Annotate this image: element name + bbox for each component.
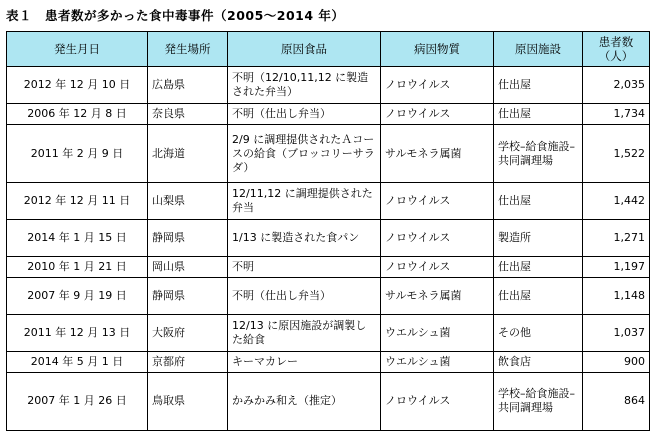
table-row [7,372,650,430]
cell-agent: ノロウイルス [381,103,494,124]
cell-facility: 仕出屋 [494,277,583,314]
cell-food: 12/11,12 に調理提供された弁当 [228,183,381,220]
cell-date: 2014 年 1 月 15 日 [7,219,148,256]
cell-agent: ノロウイルス [381,256,494,277]
cell-place: 奈良県 [148,103,228,124]
cell-count: 1,522 [583,125,650,183]
cell-count: 1,037 [583,314,650,351]
cell-food: かみかみ和え（推定） [228,372,381,430]
cell-place: 大阪府 [148,314,228,351]
cell-date: 2011 年 2 月 9 日 [7,125,148,183]
cell-count: 1,271 [583,219,650,256]
cell-facility: 仕出屋 [494,256,583,277]
cell-agent: ノロウイルス [381,219,494,256]
cell-agent: ノロウイルス [381,67,494,104]
cell-count: 1,148 [583,277,650,314]
header-row [7,32,650,67]
cell-place: 静岡県 [148,277,228,314]
cell-date: 2007 年 9 月 19 日 [7,277,148,314]
cell-count: 2,035 [583,67,650,104]
col-header-food: 原因食品 [228,32,381,67]
cell-facility: 飲食店 [494,351,583,372]
cell-date: 2007 年 1 月 26 日 [7,372,148,430]
cell-place: 北海道 [148,125,228,183]
cell-date: 2010 年 1 月 21 日 [7,256,148,277]
cell-food: 不明（12/10,11,12 に製造された弁当） [228,67,381,104]
cell-count: 1,197 [583,256,650,277]
col-header-place: 発生場所 [148,32,228,67]
table-row [7,256,650,277]
cell-date: 2012 年 12 月 10 日 [7,67,148,104]
cell-agent: サルモネラ属菌 [381,277,494,314]
cell-food: 1/13 に製造された食パン [228,219,381,256]
col-header-date: 発生月日 [7,32,148,67]
outbreak-table [6,31,650,431]
table-row [7,67,650,104]
cell-food: 12/13 に原因施設が調製した給食 [228,314,381,351]
table-row [7,314,650,351]
cell-date: 2014 年 5 月 1 日 [7,351,148,372]
cell-place: 山梨県 [148,183,228,220]
table-caption: 表１ 患者数が多かった食中毒事件（2005～2014 年） [6,8,345,23]
cell-facility: 学校–給食施設–共同調理場 [494,125,583,183]
cell-agent: ノロウイルス [381,183,494,220]
cell-count: 1,442 [583,183,650,220]
cell-food: 不明（仕出し弁当） [228,103,381,124]
cell-food: 不明（仕出し弁当） [228,277,381,314]
cell-date: 2011 年 12 月 13 日 [7,314,148,351]
table-row [7,277,650,314]
cell-count: 900 [583,351,650,372]
table-row [7,125,650,183]
cell-date: 2012 年 12 月 11 日 [7,183,148,220]
cell-food: キーマカレー [228,351,381,372]
table-row [7,183,650,220]
cell-agent: ノロウイルス [381,372,494,430]
cell-facility: 製造所 [494,219,583,256]
cell-place: 京都府 [148,351,228,372]
cell-facility: 学校–給食施設–共同調理場 [494,372,583,430]
cell-facility: 仕出屋 [494,103,583,124]
cell-agent: サルモネラ属菌 [381,125,494,183]
cell-place: 岡山県 [148,256,228,277]
table-row [7,219,650,256]
cell-place: 静岡県 [148,219,228,256]
col-header-facility: 原因施設 [494,32,583,67]
cell-agent: ウエルシュ菌 [381,351,494,372]
cell-agent: ウエルシュ菌 [381,314,494,351]
cell-place: 鳥取県 [148,372,228,430]
cell-date: 2006 年 12 月 8 日 [7,103,148,124]
cell-facility: 仕出屋 [494,67,583,104]
col-header-count: 患者数 （人） [583,32,650,67]
cell-place: 広島県 [148,67,228,104]
cell-facility: 仕出屋 [494,183,583,220]
cell-food: 2/9 に調理提供されたＡコースの給食（ブロッコリーサラダ） [228,125,381,183]
cell-facility: その他 [494,314,583,351]
cell-count: 1,734 [583,103,650,124]
col-header-agent: 病因物質 [381,32,494,67]
cell-food: 不明 [228,256,381,277]
cell-count: 864 [583,372,650,430]
table-row [7,351,650,372]
table-row [7,103,650,124]
